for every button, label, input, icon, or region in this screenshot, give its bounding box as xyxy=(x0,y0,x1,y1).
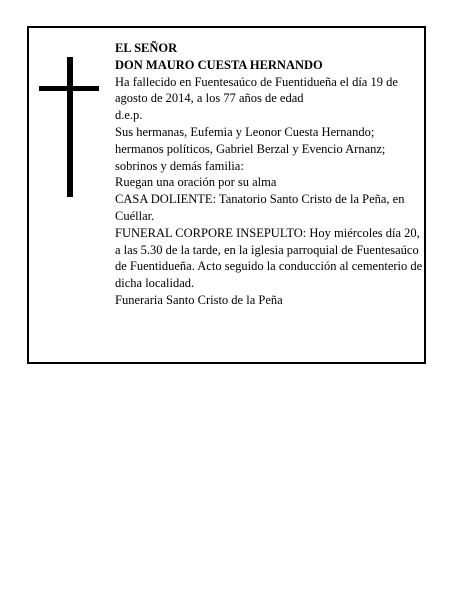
rip-text: d.e.p. xyxy=(115,108,143,123)
funeraria-text: Funeraria Santo Cristo de la Peña xyxy=(115,292,283,307)
obituary-notice xyxy=(27,26,426,364)
deceased-name: DON MAURO CUESTA HERNANDO xyxy=(115,57,323,72)
prayer-text: Ruegan una oración por su alma xyxy=(115,175,277,190)
heading-title: EL SEÑOR xyxy=(115,41,178,55)
notice-text xyxy=(115,40,425,309)
cross-vertical-bar xyxy=(67,57,73,197)
family-text: Sus hermanas, Eufemia y Leonor Cuesta Hernando; hermanos políticos, Gabriel Berzal y Evencio Arnanz; sobrinos y demás familia: xyxy=(115,124,386,173)
cross-horizontal-bar xyxy=(39,86,99,91)
death-info: Ha fallecido en Fuentesaúco de Fuentidueña el día 19 de agosto de 2014, a los 77 años de edad xyxy=(115,74,398,106)
casa-doliente-text: CASA DOLIENTE: Tanatorio Santo Cristo de la Peña, en Cuéllar. xyxy=(115,192,405,223)
funeral-text: FUNERAL CORPORE INSEPULTO: Hoy miércoles día 20, a las 5.30 de la tarde, en la iglesia parroquial de Fuentesaúco de Fuentidueña. Acto seguido la conducción al cementerio de dicha localidad. xyxy=(115,225,423,291)
